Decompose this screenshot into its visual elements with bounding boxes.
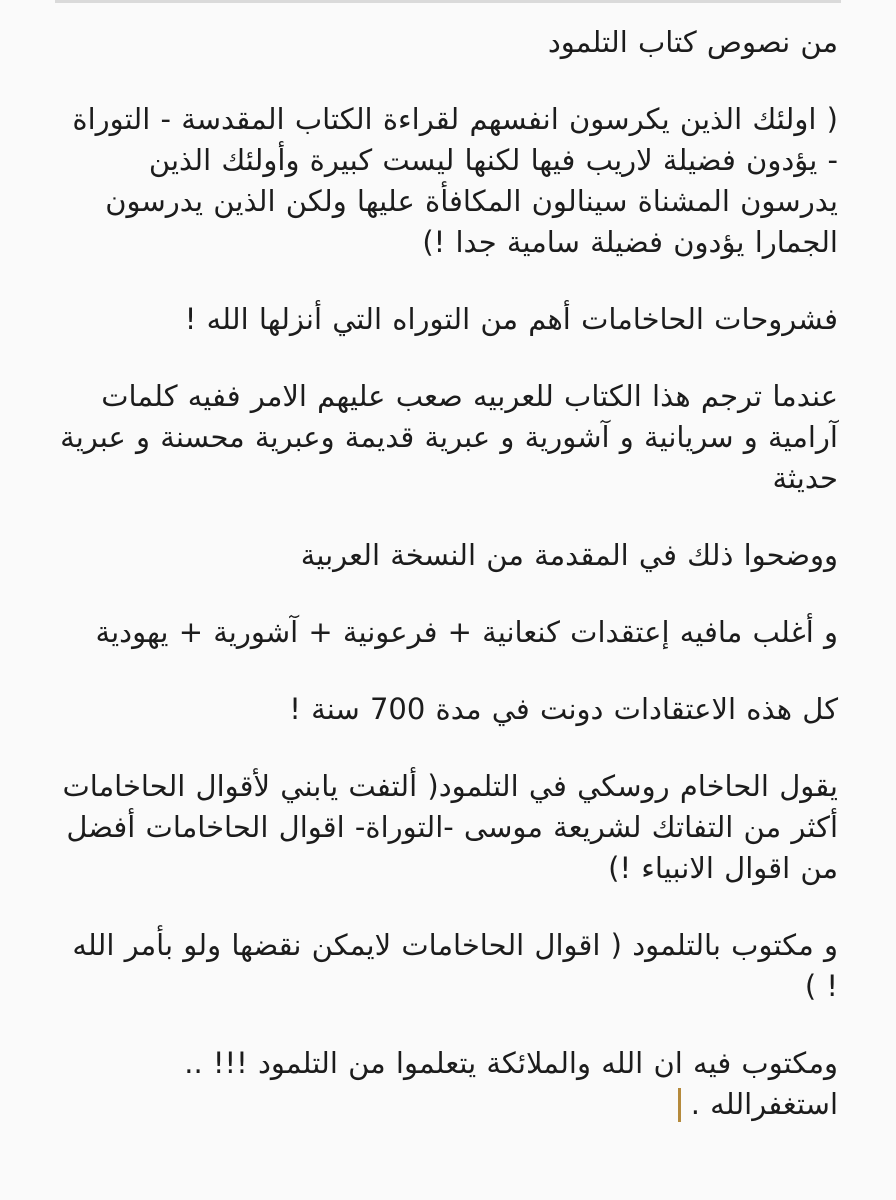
note-paragraph-1: ( اولئك الذين يكرسون انفسهم لقراءة الكتاب المقدسة - التوراة - يؤدون فضيلة لاريب فيها لكنها ليست كبيرة وأولئك الذين يدرسون المشناة سينالون المكافأة عليها ولكن الذين يدرسون الجمارا يؤدون فضيلة سامية جدا !) (72, 102, 838, 259)
note-paragraph-4: ووضحوا ذلك في المقدمة من النسخة العربية (300, 538, 838, 572)
note-paragraph-8: و مكتوب بالتلمود ( اقوال الحاخامات لايمكن نقضها ولو بأمر الله ! ) (72, 928, 838, 1003)
note-paragraph-5: و أغلب مافيه إعتقدات كنعانية + فرعونية + آشورية + يهودية (95, 615, 838, 649)
note-text-area[interactable] (52, 22, 838, 1125)
top-divider (55, 0, 841, 3)
note-paragraph-7: يقول الحاخام روسكي في التلمود( ألتفت يابني لأقوال الحاخامات أكثر من التفاتك لشريعة موسى -التوراة- اقوال الحاخامات أفضل من اقوال الانبياء !) (62, 769, 838, 885)
note-paragraph-2: فشروحات الحاخامات أهم من التوراه التي أنزلها الله ! (184, 302, 838, 336)
note-paragraph-9 (52, 1043, 838, 1125)
note-paragraph-9-text: ومكتوب فيه ان الله والملائكة يتعلموا من التلمود !!! .. استغفرالله . (184, 1046, 838, 1121)
note-paragraph-6: كل هذه الاعتقادات دونت في مدة 700 سنة ! (289, 692, 838, 726)
text-cursor (678, 1088, 681, 1122)
note-title: من نصوص كتاب التلمود (547, 25, 838, 59)
note-paragraph-3: عندما ترجم هذا الكتاب للعربيه صعب عليهم الامر ففيه كلمات آرامية و سريانية و آشورية و عبرية قديمة وعبرية محسنة و عبرية حديثة (60, 379, 838, 495)
